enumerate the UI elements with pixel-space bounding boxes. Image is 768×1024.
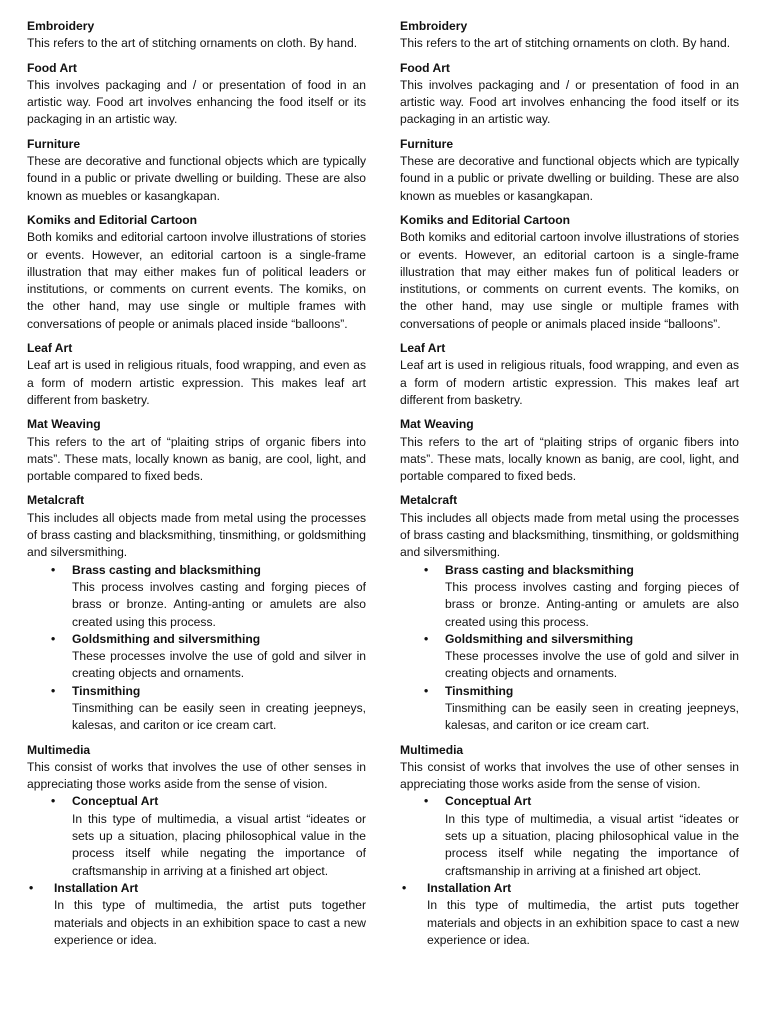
section-furniture: [27, 136, 366, 205]
section-embroidery: [27, 18, 366, 53]
list-item: [400, 683, 739, 735]
section-metalcraft: [27, 492, 366, 734]
section-heading: Komiks and Editorial Cartoon: [27, 212, 198, 227]
section-paragraph: These are decorative and functional objects which are typically found in a public or private dwelling or building. These are also known as muebles or kasangkapan.: [27, 154, 366, 203]
section-komiks-and-editorial-cartoon: [400, 212, 739, 333]
list-item: [400, 793, 739, 879]
list-item: [27, 793, 366, 879]
section-paragraph: This involves packaging and / or presentation of food in an artistic way. Food art involves enhancing the food itself or its packaging in an artistic way.: [400, 77, 739, 127]
right-column: [400, 18, 739, 956]
section-heading: Leaf Art: [27, 341, 73, 356]
section-paragraph: This refers to the art of “plaiting strips of organic fibers into mats”. These mats, locally known as banig, are cool, light, and portable compared to fixed beds.: [27, 434, 366, 484]
bullet-list: [400, 562, 739, 735]
list-item-heading: • Goldsmithing and silversmithing: [72, 631, 261, 646]
list-item-heading: • Tinsmithing: [445, 683, 514, 698]
list-item: [27, 631, 366, 683]
list-item-text: These processes involve the use of gold and silver in creating objects and ornaments.: [72, 649, 366, 681]
section-paragraph: This refers to the art of stitching ornaments on cloth. By hand.: [400, 36, 731, 51]
section-heading: Furniture: [27, 136, 81, 151]
list-item-heading: • Conceptual Art: [445, 794, 532, 809]
list-item-heading: • Brass casting and blacksmithing: [445, 562, 634, 577]
list-item-text: Tinsmithing can be easily seen in creating jeepneys, kalesas, and cariton or ice cream cart.: [445, 700, 739, 733]
bullet-list: [27, 562, 366, 735]
section-paragraph: This includes all objects made from metal using the processes of brass casting and blacksmithing, tinsmithing, or goldsmithing and silversmithing.: [400, 510, 739, 560]
section-multimedia: [27, 742, 366, 950]
section-leaf-art: [27, 340, 366, 409]
section-heading: Metalcraft: [27, 493, 85, 508]
section-paragraph: Both komiks and editorial cartoon involve illustrations of stories or events. However, an editorial cartoon is a single-frame illustration that may either makes fun of political leaders or institutions, or comments on current events. The komiks, on the other hand, may use single or multiple frames with conversations of people or animals placed inside “balloons”.: [400, 230, 739, 331]
section-heading: Embroidery: [400, 19, 468, 33]
section-paragraph: Leaf art is used in religious rituals, food wrapping, and even as a form of modern artistic expression. This makes leaf art different from basketry.: [27, 358, 366, 407]
list-item: [400, 562, 739, 631]
section-furniture: [400, 136, 739, 205]
section-heading: Food Art: [400, 60, 450, 75]
list-item-heading: • Installation Art: [427, 880, 512, 895]
bullet-list: [400, 793, 739, 949]
section-mat-weaving: [400, 416, 739, 485]
section-komiks-and-editorial-cartoon: [27, 212, 366, 333]
section-multimedia: [400, 742, 739, 950]
list-item-text: Tinsmithing can be easily seen in creating jeepneys, kalesas, and cariton or ice cream cart.: [72, 700, 366, 733]
section-paragraph: This refers to the art of stitching ornaments on cloth. By hand.: [27, 36, 358, 51]
section-heading: Leaf Art: [400, 341, 446, 356]
section-paragraph: This consist of works that involves the use of other senses in appreciating those works aside from the sense of vision.: [27, 759, 366, 792]
section-heading: Furniture: [400, 136, 454, 151]
list-item-heading: • Brass casting and blacksmithing: [72, 562, 261, 577]
list-item-text: In this type of multimedia, a visual artist “ideates or sets up a situation, placing philosophical value in the process itself while negating the importance of craftsmanship in arriving at a finished art object.: [72, 811, 366, 878]
list-item-heading: • Tinsmithing: [72, 683, 141, 698]
list-item: [27, 880, 366, 949]
section-embroidery: [400, 18, 739, 53]
list-item: [27, 562, 366, 631]
bullet-list: [27, 793, 366, 949]
section-paragraph: This refers to the art of “plaiting strips of organic fibers into mats”. These mats, locally known as banig, are cool, light, and portable compared to fixed beds.: [400, 434, 739, 484]
section-heading: Embroidery: [27, 19, 95, 33]
list-item-text: This process involves casting and forging pieces of brass or bronze. Anting-anting or amulets are also created using this process.: [72, 579, 366, 629]
section-paragraph: These are decorative and functional objects which are typically found in a public or private dwelling or building. These are also known as muebles or kasangkapan.: [400, 154, 739, 203]
section-mat-weaving: [27, 416, 366, 485]
section-heading: Food Art: [27, 60, 77, 75]
section-paragraph: Both komiks and editorial cartoon involve illustrations of stories or events. However, an editorial cartoon is a single-frame illustration that may either makes fun of political leaders or institutions, or comments on current events. The komiks, on the other hand, may use single or multiple frames with conversations of people or animals placed inside “balloons”.: [27, 230, 366, 331]
section-food-art: [400, 60, 739, 129]
section-paragraph: This consist of works that involves the use of other senses in appreciating those works aside from the sense of vision.: [400, 759, 739, 792]
list-item-heading: • Conceptual Art: [72, 794, 159, 809]
section-paragraph: This includes all objects made from metal using the processes of brass casting and blacksmithing, tinsmithing, or goldsmithing and silversmithing.: [27, 510, 366, 560]
section-leaf-art: [400, 340, 739, 409]
section-heading: Metalcraft: [400, 493, 458, 508]
list-item-text: In this type of multimedia, a visual artist “ideates or sets up a situation, placing philosophical value in the process itself while negating the importance of craftsmanship in arriving at a finished art object.: [445, 811, 739, 878]
list-item: [27, 683, 366, 735]
list-item-heading: • Installation Art: [54, 880, 139, 895]
list-item-heading: • Goldsmithing and silversmithing: [445, 631, 634, 646]
section-heading: Multimedia: [27, 742, 91, 757]
list-item-text: In this type of multimedia, the artist puts together materials and objects in an exhibition space to cast a new experience or idea.: [54, 898, 366, 947]
section-heading: Multimedia: [400, 742, 464, 757]
section-heading: Komiks and Editorial Cartoon: [400, 212, 571, 227]
section-paragraph: This involves packaging and / or presentation of food in an artistic way. Food art involves enhancing the food itself or its packaging in an artistic way.: [27, 77, 366, 127]
section-food-art: [27, 60, 366, 129]
list-item-text: In this type of multimedia, the artist puts together materials and objects in an exhibition space to cast a new experience or idea.: [427, 898, 739, 947]
list-item-text: This process involves casting and forging pieces of brass or bronze. Anting-anting or amulets are also created using this process.: [445, 579, 739, 629]
section-paragraph: Leaf art is used in religious rituals, food wrapping, and even as a form of modern artistic expression. This makes leaf art different from basketry.: [400, 358, 739, 407]
section-heading: Mat Weaving: [400, 417, 474, 432]
list-item: [400, 880, 739, 949]
section-metalcraft: [400, 492, 739, 734]
section-heading: Mat Weaving: [27, 417, 101, 432]
list-item-text: These processes involve the use of gold and silver in creating objects and ornaments.: [445, 649, 739, 681]
list-item: [400, 631, 739, 683]
left-column: [27, 18, 366, 956]
